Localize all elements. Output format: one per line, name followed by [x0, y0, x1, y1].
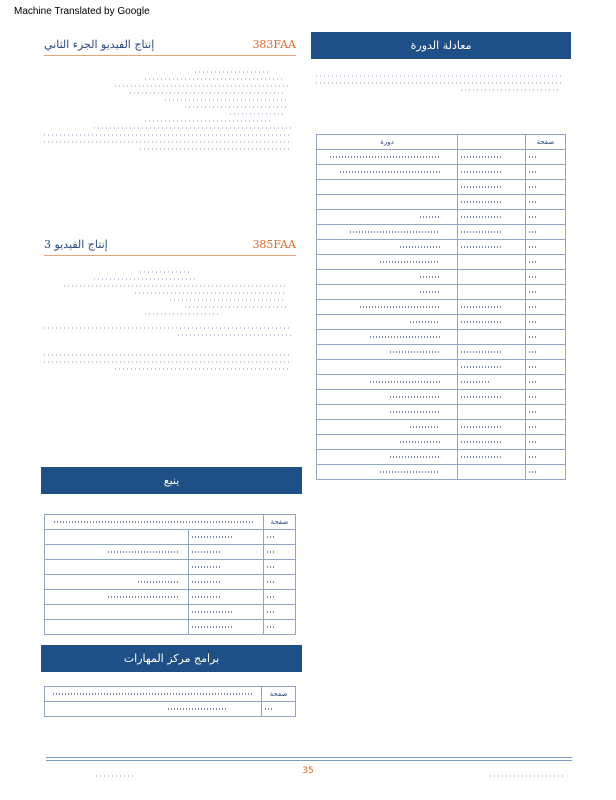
- table-row: [317, 255, 566, 270]
- equivalency-heading-text: معادلة الدورة: [410, 39, 472, 52]
- table-row: [317, 240, 566, 255]
- table-row: [317, 330, 566, 345]
- equivalency-heading: [311, 32, 571, 59]
- course-description-383: [44, 66, 296, 155]
- skills-col-credit: صفحة: [262, 687, 296, 702]
- table-row: [317, 180, 566, 195]
- table-row: [317, 450, 566, 465]
- table-row: [317, 435, 566, 450]
- skills-col-course: [45, 687, 262, 702]
- course-header-383: [44, 38, 296, 56]
- course-code: 383FAA: [252, 38, 296, 51]
- table-row: [317, 225, 566, 240]
- table-row: [317, 285, 566, 300]
- course-code: 385FAA: [252, 238, 296, 251]
- table-row: [317, 270, 566, 285]
- course-header-385: [44, 238, 296, 256]
- table-row: [317, 405, 566, 420]
- table-row: [317, 420, 566, 435]
- col-blank: [457, 135, 525, 150]
- table-row: [317, 150, 566, 165]
- table-row: [317, 390, 566, 405]
- footer-right-text: [490, 770, 566, 782]
- source-heading: [41, 467, 302, 494]
- table-row: [45, 560, 296, 575]
- table-row: [317, 165, 566, 180]
- footer-rule-top: [46, 757, 572, 758]
- table-row: [317, 210, 566, 225]
- skills-heading-text: برامج مركز المهارات: [123, 652, 220, 665]
- equivalency-intro: [316, 70, 566, 96]
- source-heading-text: ينبع: [163, 474, 180, 487]
- equivalency-table: [316, 134, 566, 480]
- course-title: إنتاج الفيديو 3: [44, 238, 108, 251]
- table-row: [317, 465, 566, 480]
- table-row: [45, 575, 296, 590]
- table-row: [317, 300, 566, 315]
- table-row: [45, 702, 296, 717]
- course-description-385: [44, 266, 296, 375]
- table-row: [317, 360, 566, 375]
- source-table: [44, 514, 296, 635]
- table-row: [45, 545, 296, 560]
- source-col-course: [45, 515, 264, 530]
- table-row: [317, 195, 566, 210]
- skills-table: [44, 686, 296, 717]
- table-row: [45, 620, 296, 635]
- footer-rule-bottom: [46, 760, 572, 761]
- page-number: 35: [302, 766, 314, 776]
- table-row: [45, 590, 296, 605]
- source-col-credit: صفحة: [263, 515, 295, 530]
- col-course: دورة: [317, 135, 458, 150]
- table-row: [317, 345, 566, 360]
- table-row: [45, 605, 296, 620]
- table-row: [317, 375, 566, 390]
- col-credit: صفحة: [525, 135, 565, 150]
- skills-heading: [41, 645, 302, 672]
- machine-translation-banner: Machine Translated by Google: [14, 6, 150, 17]
- course-title: إنتاج الفيديو الجزء الثاني: [44, 38, 155, 51]
- table-row: [317, 315, 566, 330]
- table-row: [45, 530, 296, 545]
